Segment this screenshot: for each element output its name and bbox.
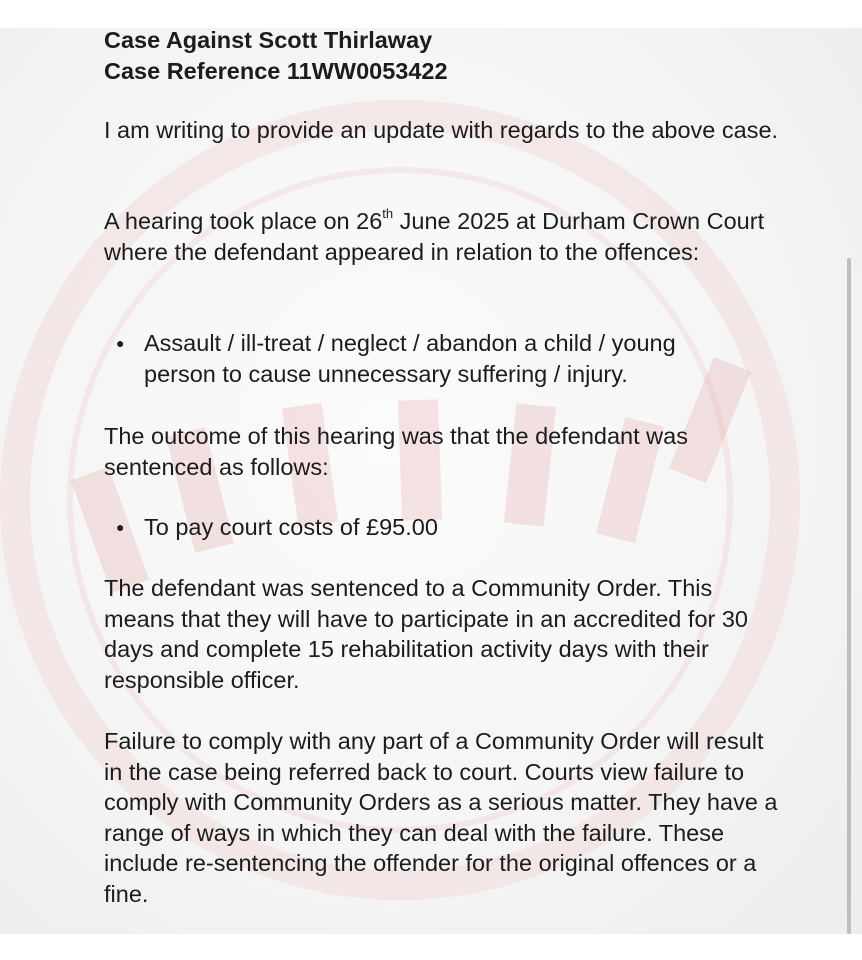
offence-item bbox=[116, 328, 764, 389]
offence-line-1: Assault / ill-treat / neglect / abandon a child / young bbox=[144, 330, 676, 356]
hearing-text-end: June 2025 at Durham Crown Court where the defendant appeared in relation to the offences: bbox=[104, 208, 765, 265]
outcome-intro: The outcome of this hearing was that the defendant was sentenced as follows: bbox=[104, 423, 688, 480]
hearing-text-start: A hearing took place on 26 bbox=[104, 208, 383, 234]
case-title: Case Against Scott Thirlaway bbox=[104, 27, 433, 53]
community-order-paragraph: The defendant was sentenced to a Community Order. This means that they will have to participate in an accredited for 30 days and complete 15 rehabilitation activity days with their responsible officer. bbox=[104, 575, 749, 693]
top-margin bbox=[0, 0, 862, 28]
date-ordinal: th bbox=[382, 206, 394, 222]
bullet-icon: ● bbox=[116, 519, 125, 535]
update-intro: I am writing to provide an update with regards to the above case. bbox=[104, 117, 779, 143]
scrollbar[interactable] bbox=[847, 258, 851, 934]
bullet-icon: ● bbox=[116, 335, 125, 351]
sentence-item bbox=[116, 512, 764, 543]
hearing-paragraph bbox=[104, 206, 784, 267]
offence-line-2: person to cause unnecessary suffering / injury. bbox=[144, 360, 628, 387]
bottom-margin bbox=[0, 934, 862, 960]
case-reference: Case Reference 11WW0053422 bbox=[104, 57, 448, 84]
sentence-text: To pay court costs of £95.00 bbox=[144, 514, 438, 540]
letter-body bbox=[104, 25, 804, 907]
failure-notice-paragraph: Failure to comply with any part of a Community Order will result in the case being referred back to court. Courts view failure to comply with Community Orders as a serious matter. They have a range of ways in which they can deal with the failure. These include re-sentencing the offender for the original offences or a fine. bbox=[104, 728, 778, 907]
